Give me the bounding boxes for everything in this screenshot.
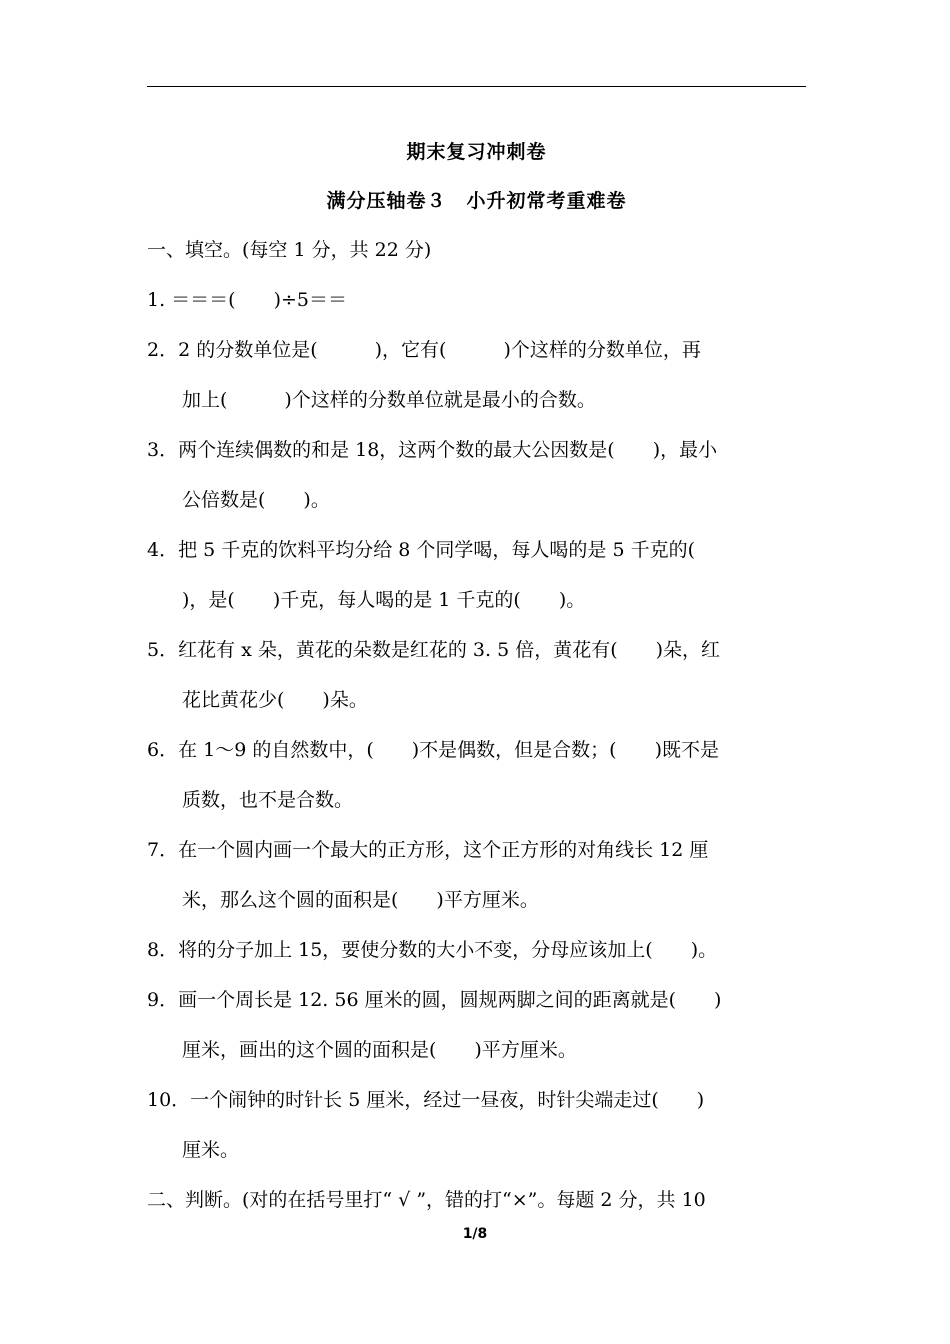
question-line-continuation: 米，那么这个圆的面积是( )平方厘米。 bbox=[182, 889, 539, 911]
document-title: 期末复习冲刺卷 bbox=[406, 141, 547, 163]
question-line: 8．将的分子加上 15，要使分数的大小不变，分母应该加上( )。 bbox=[147, 939, 718, 961]
question-line-continuation: 花比黄花少( )朵。 bbox=[182, 689, 368, 711]
question-line: 9．画一个周长是 12. 56 厘米的圆，圆规两脚之间的距离就是( ) bbox=[147, 989, 722, 1011]
question-line: 1. ＝＝＝( )÷5＝＝ bbox=[147, 289, 348, 311]
page-number: 1/8 bbox=[462, 1226, 488, 1242]
question-line-continuation: 厘米，画出的这个圆的面积是( )平方厘米。 bbox=[182, 1039, 577, 1061]
section-heading-fill-blank: 一、填空。(每空 1 分，共 22 分) bbox=[147, 239, 432, 261]
header-rule bbox=[147, 86, 806, 87]
question-line-continuation: 质数，也不是合数。 bbox=[182, 789, 354, 811]
question-line-continuation: 厘米。 bbox=[182, 1139, 240, 1161]
question-line: 6．在 1～9 的自然数中，( )不是偶数，但是合数；( )既不是 bbox=[147, 739, 719, 761]
section-heading-true-false: 二、判断。(对的在括号里打“ √ ”，错的打“×”。每题 2 分，共 10 bbox=[147, 1189, 706, 1211]
question-content bbox=[147, 232, 812, 1232]
question-line-continuation: 公倍数是( )。 bbox=[182, 489, 330, 511]
question-line: 7．在一个圆内画一个最大的正方形，这个正方形的对角线长 12 厘 bbox=[147, 839, 709, 861]
question-line: 2．2 的分数单位是( )，它有( )个这样的分数单位，再 bbox=[147, 339, 701, 361]
question-line-continuation: 加上( )个这样的分数单位就是最小的合数。 bbox=[182, 389, 596, 411]
question-line: 5．红花有 x 朵，黄花的朵数是红花的 3. 5 倍，黄花有( )朵，红 bbox=[147, 639, 721, 661]
question-line: 4．把 5 千克的饮料平均分给 8 个同学喝，每人喝的是 5 千克的( bbox=[147, 539, 696, 561]
document-subtitle: 满分压轴卷３ 小升初常考重难卷 bbox=[326, 190, 627, 212]
question-line: 3．两个连续偶数的和是 18，这两个数的最大公因数是( )，最小 bbox=[147, 439, 718, 461]
question-line: 10．一个闹钟的时针长 5 厘米，经过一昼夜，时针尖端走过( ) bbox=[147, 1089, 705, 1111]
question-line-continuation: )，是( )千克，每人喝的是 1 千克的( )。 bbox=[182, 589, 586, 611]
